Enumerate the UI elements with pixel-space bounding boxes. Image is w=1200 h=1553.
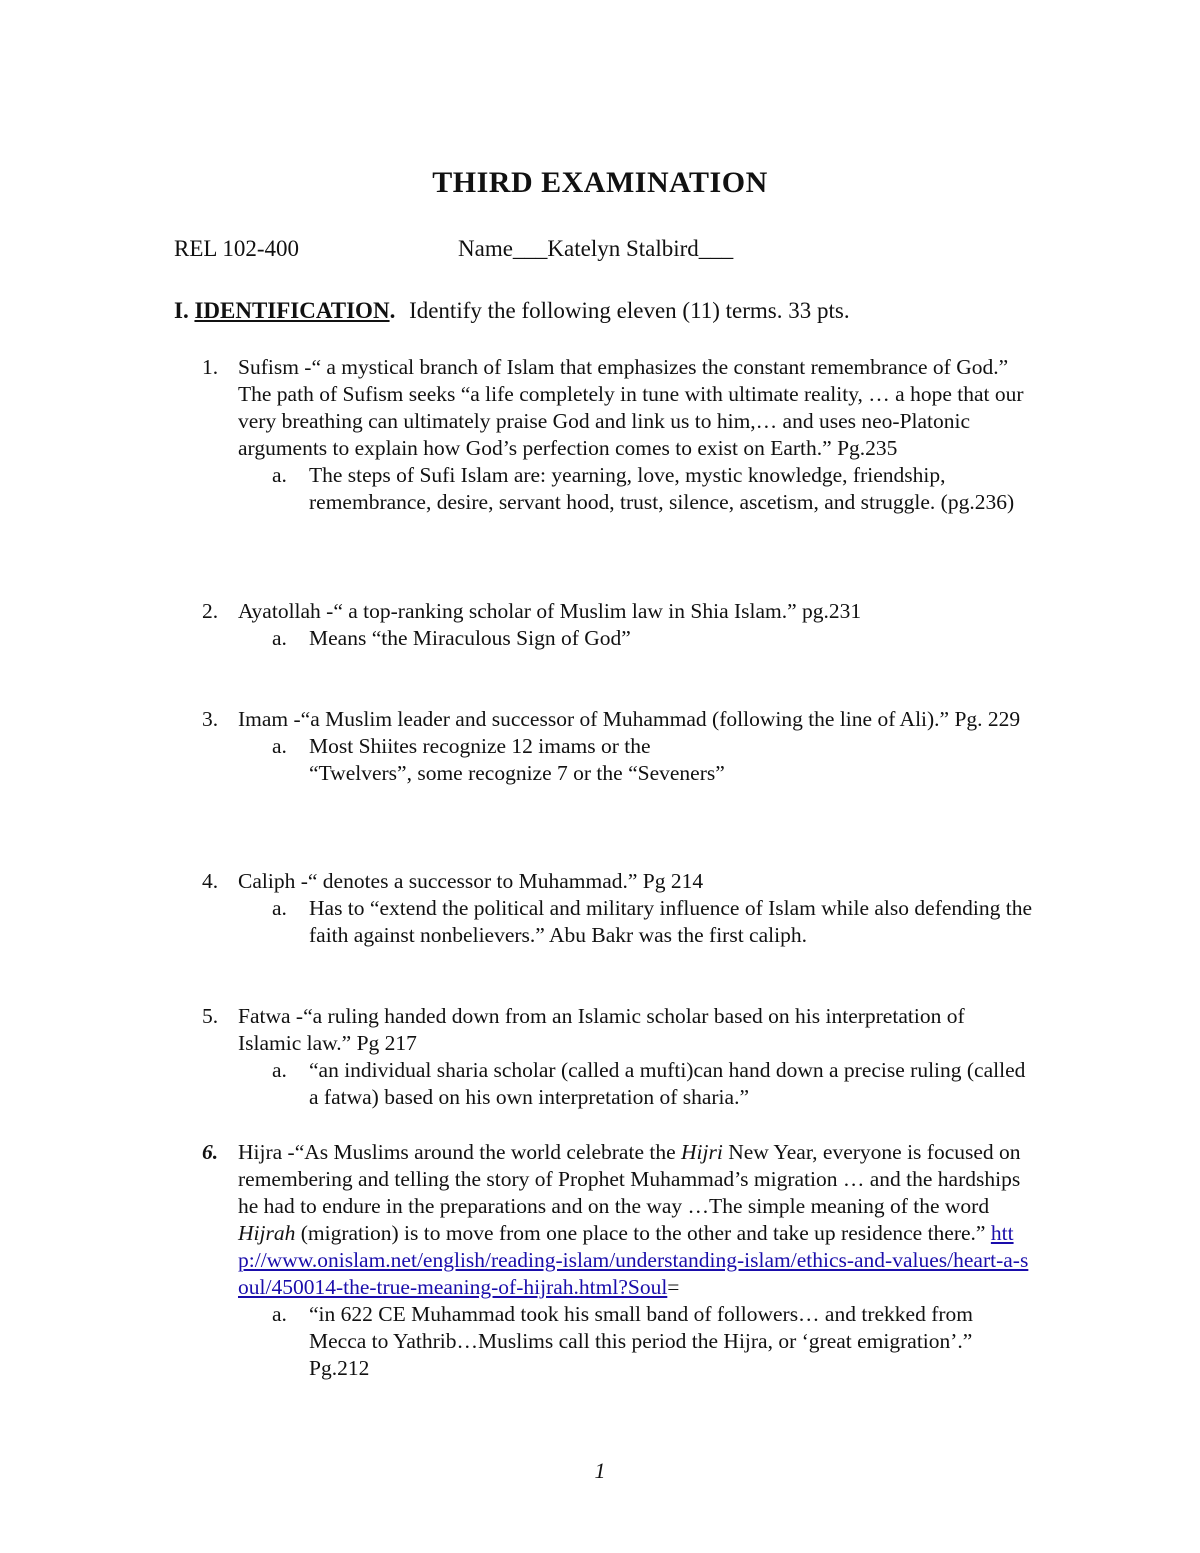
item-text-emphasis: Hijri (681, 1140, 723, 1164)
sub-item-text: “in 622 CE Muhammad took his small band of followers… and trekked from Mecca to Yathrib…Muslims call this period the Hijra, or ‘great emigration’.” Pg.212 (309, 1302, 973, 1380)
item-text: Ayatollah -“ a top-ranking scholar of Muslim law in Shia Islam.” pg.231 (238, 599, 862, 623)
item-number: 1. (202, 355, 219, 379)
item-text: Imam -“a Muslim leader and successor of Muhammad (following the line of Ali).” Pg. 229 (238, 707, 1021, 731)
sub-item (272, 1301, 1032, 1382)
item-text (238, 1139, 1032, 1301)
item-text-part: (migration) is to move from one place to the other and take up residence there.” (295, 1221, 991, 1245)
item-number: 4. (202, 869, 219, 893)
student-name-line: Name___Katelyn Stalbird___ (458, 236, 734, 261)
item-text-emphasis: Hijrah (238, 1221, 296, 1245)
sub-item-text: Most Shiites recognize 12 imams or the (309, 734, 651, 758)
section-label-period: . (389, 298, 396, 323)
sub-item-letter: a. (272, 1058, 287, 1082)
item-text: Sufism -“ a mystical branch of Islam that emphasizes the constant remembrance of God.” The path of Sufism seeks “a life completely in tune with ultimate reality, … a hope that our very breathing can ultimately praise God and link us to him,… and uses neo-Platonic arguments to explain how God’s perfection comes to exist on Earth.” Pg.235 (238, 355, 1024, 460)
page-number: 1 (594, 1458, 606, 1483)
item-text: Fatwa -“a ruling handed down from an Islamic scholar based on his interpretation of Islamic law.” Pg 217 (238, 1004, 965, 1055)
list-item-hijra (202, 1139, 1032, 1382)
course-code: REL 102-400 (174, 236, 299, 261)
item-text: Caliph -“ denotes a successor to Muhammad.” Pg 214 (238, 869, 704, 893)
sub-item (272, 462, 1032, 516)
section-heading (174, 298, 850, 324)
section-instructions: Identify the following eleven (11) terms. 33 pts. (409, 298, 850, 323)
item-number: 5. (202, 1004, 219, 1028)
exam-title: THIRD EXAMINATION (432, 166, 768, 199)
item-text-part: New Year, everyone is focused on remembering and telling the story of Prophet Muhammad’s migration … and the hardships he had to endure in the preparations and on the way …The simple meaning of the word (238, 1140, 1021, 1218)
sub-item-text-continued: “Twelvers”, some recognize 7 or the “Seveners” (309, 761, 725, 785)
sub-item-text: Means “the Miraculous Sign of God” (309, 626, 631, 650)
list-item-ayatollah (202, 598, 1032, 652)
section-roman-numeral: I. (174, 298, 189, 323)
link-tail: = (667, 1275, 680, 1299)
sub-item-text: “an individual sharia scholar (called a mufti)can hand down a precise ruling (called a fatwa) based on his own interpretation of sharia.” (309, 1058, 1026, 1109)
item-number: 6. (202, 1140, 219, 1164)
sub-item-letter: a. (272, 734, 287, 758)
sub-item (272, 1057, 1032, 1111)
sub-item (272, 625, 1032, 652)
item-text-part: Hijra -“As Muslims around the world celebrate the (238, 1140, 682, 1164)
sub-item-letter: a. (272, 626, 287, 650)
item-number: 3. (202, 707, 219, 731)
sub-item-letter: a. (272, 463, 287, 487)
list-item-caliph (202, 868, 1032, 949)
sub-item (272, 733, 1032, 787)
sub-item-letter: a. (272, 1302, 287, 1326)
section-label: IDENTIFICATION (194, 298, 390, 323)
source-link[interactable]: http://www.onislam.net/english/reading-islam/understanding-islam/ethics-and-values/heart-a-soul/450014-the-true-meaning-of-hijrah.html?Soul (238, 1221, 1029, 1299)
list-item-fatwa (202, 1003, 1032, 1111)
sub-item-letter: a. (272, 896, 287, 920)
list-item-sufism (202, 354, 1032, 516)
sub-item-text: The steps of Sufi Islam are: yearning, love, mystic knowledge, friendship, remembrance, desire, servant hood, trust, silence, ascetism, and struggle. (pg.236) (309, 463, 1015, 514)
sub-item (272, 895, 1033, 949)
item-number: 2. (202, 599, 219, 623)
list-item-imam (202, 706, 1032, 787)
sub-item-text: Has to “extend the political and military influence of Islam while also defending the faith against nonbelievers.” Abu Bakr was the first caliph. (309, 896, 1033, 947)
